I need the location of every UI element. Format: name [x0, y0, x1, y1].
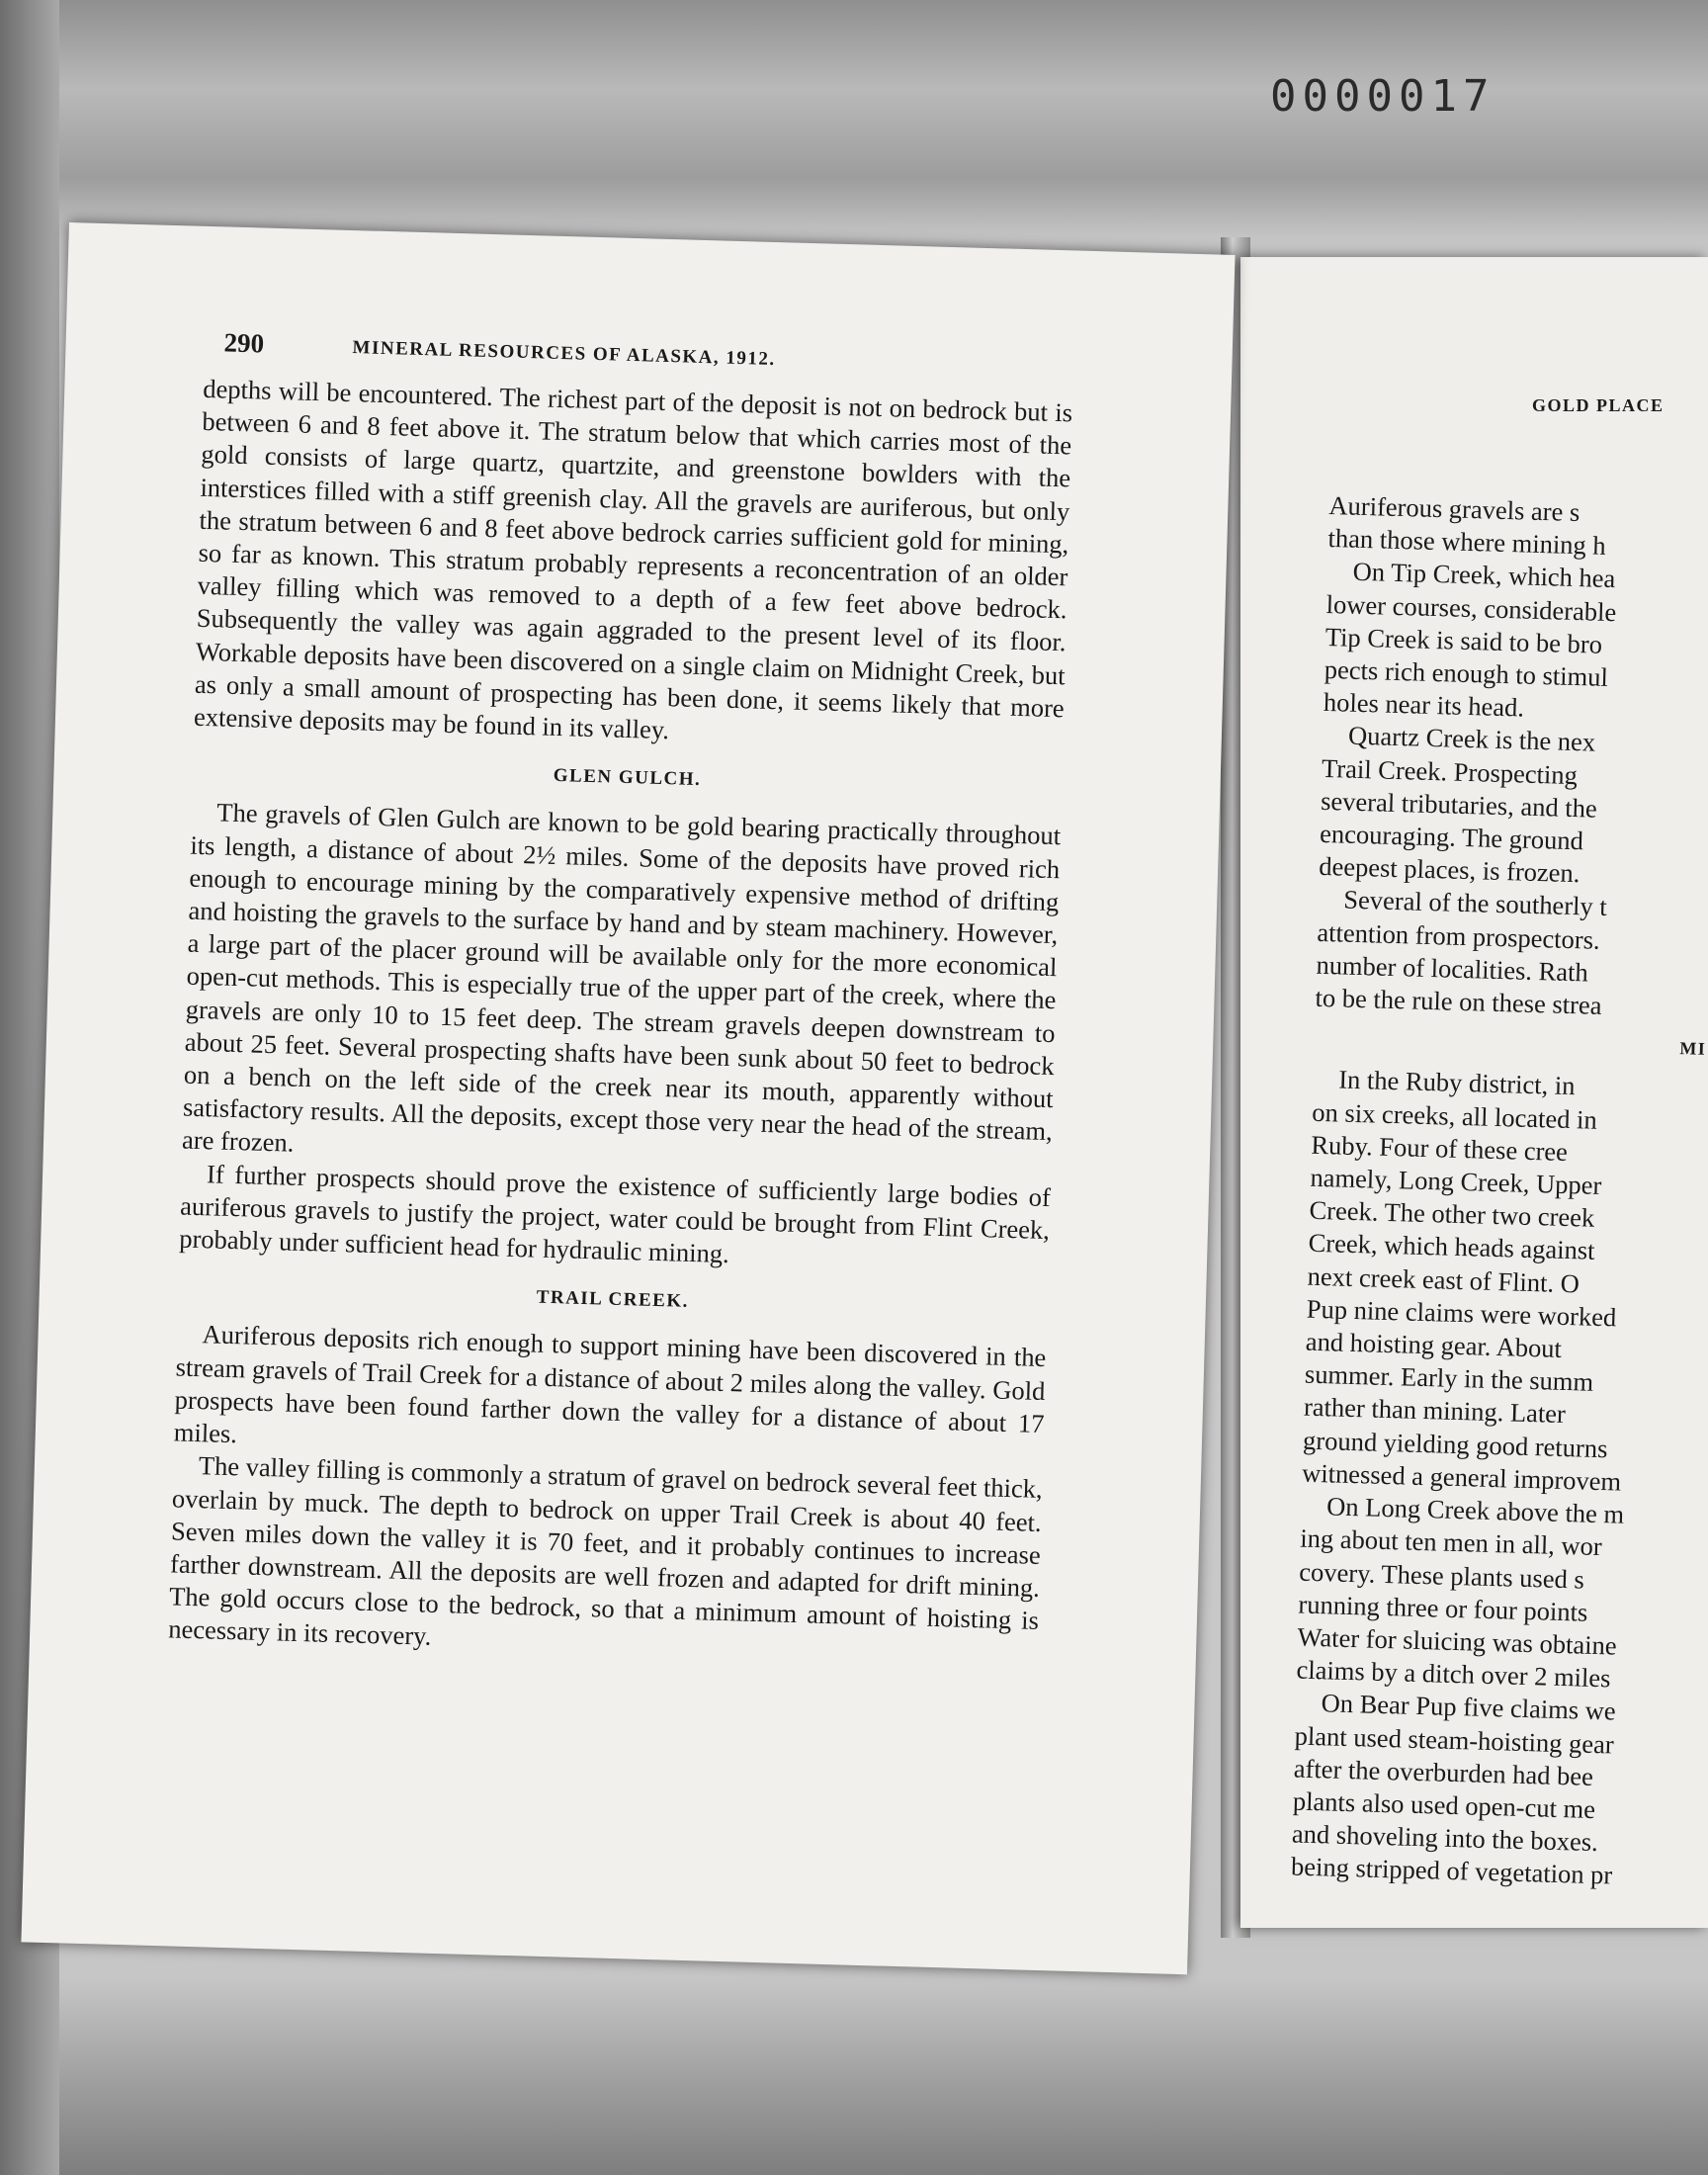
heading-glen-gulch: GLEN GULCH. [553, 765, 702, 791]
text-line: attention from prospectors. [1317, 916, 1601, 955]
text-line: deepest places, is frozen. [1318, 851, 1580, 889]
text-line: Auriferous gravels are s [1328, 489, 1580, 528]
text-line: covery. These plants used s [1299, 1556, 1585, 1595]
text-line: Quartz Creek is the nex [1347, 721, 1596, 758]
text-line: lower courses, considerable [1325, 588, 1617, 627]
right-subheading: MI [1679, 1038, 1707, 1060]
right-text-block-2 [1291, 1063, 1708, 1897]
text-line: after the overburden had bee [1293, 1753, 1594, 1791]
section-trail-creek [168, 1318, 1047, 1670]
section-glen-gulch [179, 796, 1062, 1279]
paragraph: depths will be encountered. The richest part of the deposit is not on bedrock but is between 6 and 8 feet above it. The stratum below that which carries most of the gold consists of large quartz, quartzite, and greenstone bowlders with the interstices filled with a stiff greenish clay. All the gravels are auriferous, but only the stratum between 6 and 8 feet above bedrock carries sufficient gold for mining, so far as known. This stratum probably represents a reconcentration of an older valley filling which was removed to a depth of a few feet above bedrock. Subsequently the valley was again aggraded to the present level of its floor. Workable deposits have been discovered on a single claim on Midnight Creek, but as only a small amount of prospecting has been done, it seems likely that more extensive deposits may be found in its valley. [193, 373, 1073, 745]
text-line: On Long Creek above the m [1325, 1491, 1625, 1529]
text-line: Water for sluicing was obtaine [1297, 1621, 1618, 1661]
text-line: Tip Creek is said to be bro [1324, 621, 1603, 659]
paragraph: Auriferous deposits rich enough to support mining have been discovered in the stream gravels of Trail Creek for a distance of about 2 miles along the valley. Gold prospects have been found farther down the valley for a distance of about 17 miles. [173, 1319, 1047, 1449]
text-line: On Tip Creek, which hea [1352, 557, 1616, 594]
paragraph: The valley filling is commonly a stratum of gravel on bedrock several feet thick, overlain by muck. The depth to bedrock on upper Trail Creek is about 40 feet. Seven miles down the valley it is 70 feet, and it probably continues to increase farther downstream. All the deposits are well frozen and adapted for drift mining. The gold occurs close to the bedrock, so that a minimum amount of hoisting is necessary in its recovery. [167, 1450, 1044, 1652]
text-line: Trail Creek. Prospecting [1321, 752, 1579, 790]
document-number-stamp: 0000017 [1270, 71, 1495, 122]
text-line: namely, Long Creek, Upper [1310, 1162, 1602, 1201]
text-line: than those where mining h [1327, 523, 1607, 562]
text-line: running three or four points [1298, 1589, 1588, 1627]
text-line: and hoisting gear. About [1305, 1326, 1563, 1363]
text-line: on six creeks, all located in [1312, 1096, 1598, 1135]
text-line: pects rich enough to stimul [1324, 653, 1609, 692]
text-line: Several of the southerly t [1342, 885, 1608, 922]
running-head: MINERAL RESOURCES OF ALASKA, 1912. [352, 337, 776, 371]
right-running-head: GOLD PLACE [1532, 395, 1665, 415]
text-line: Pup nine claims were worked [1306, 1293, 1617, 1333]
left-page-body [168, 373, 1073, 1671]
right-text-block-1 [1315, 489, 1708, 1029]
text-line: number of localities. Rath [1316, 949, 1589, 988]
paragraph: The gravels of Glen Gulch are known to be gold bearing practically throughout its length, a distance of about 2½ miles. Some of the deposits have proved rich enough to encourage mining by the comparatively expensive method of drifting and hoisting the gravels to the surface by hand and by steam machinery. However, a large part of the placer ground will be available only for the more economical open-cut methods. This is especially true of the upper part of the creek, where the gravels are only 10 to 15 feet deep. The stream gravels deepen downstream to about 25 feet. Several prospecting shafts have been sunk about 50 feet to bedrock on a bench on the left side of the creek near its mouth, apparently without satisfactory results. All the deposits, except those very near the head of the stream, are frozen. [181, 797, 1062, 1159]
text-line: holes near its head. [1323, 687, 1525, 723]
text-line: ing about ten men in all, wor [1299, 1522, 1603, 1562]
text-line: to be the rule on these strea [1315, 982, 1602, 1020]
text-line: next creek east of Flint. O [1307, 1261, 1580, 1299]
text-line: encouraging. The ground [1319, 818, 1584, 856]
text-line: claims by a ditch over 2 miles [1296, 1654, 1611, 1694]
right-page [1240, 257, 1708, 1928]
text-line: Creek. The other two creek [1309, 1194, 1595, 1234]
text-line: several tributaries, and the [1320, 785, 1598, 824]
text-line: On Bear Pup five claims we [1321, 1688, 1617, 1726]
text-line: ground yielding good returns [1302, 1425, 1608, 1463]
text-line: summer. Early in the summ [1304, 1358, 1594, 1398]
right-page-text [1291, 489, 1708, 1898]
text-line: plants also used open-cut me [1292, 1785, 1596, 1824]
heading-trail-creek: TRAIL CREEK. [536, 1286, 690, 1313]
section-intro [194, 373, 1073, 758]
text-line: witnessed a general improvem [1301, 1457, 1622, 1497]
text-line: and shoveling into the boxes. [1291, 1818, 1599, 1858]
paragraph: If further prospects should prove the existence of sufficiently large bodies of auriferous gravels to justify the project, water could be brought from Flint Creek, probably under sufficient head for hydraulic mining. [178, 1158, 1052, 1269]
left-page [21, 222, 1235, 1974]
text-line: In the Ruby district, in [1337, 1064, 1576, 1101]
text-line: rather than mining. Later [1303, 1392, 1567, 1430]
text-line: Ruby. Four of these cree [1311, 1129, 1569, 1167]
text-line: Creek, which heads against [1308, 1228, 1595, 1266]
page-number: 290 [223, 327, 265, 359]
text-line: plant used steam-hoisting gear [1294, 1720, 1615, 1760]
text-line: being stripped of vegetation pr [1290, 1851, 1613, 1890]
